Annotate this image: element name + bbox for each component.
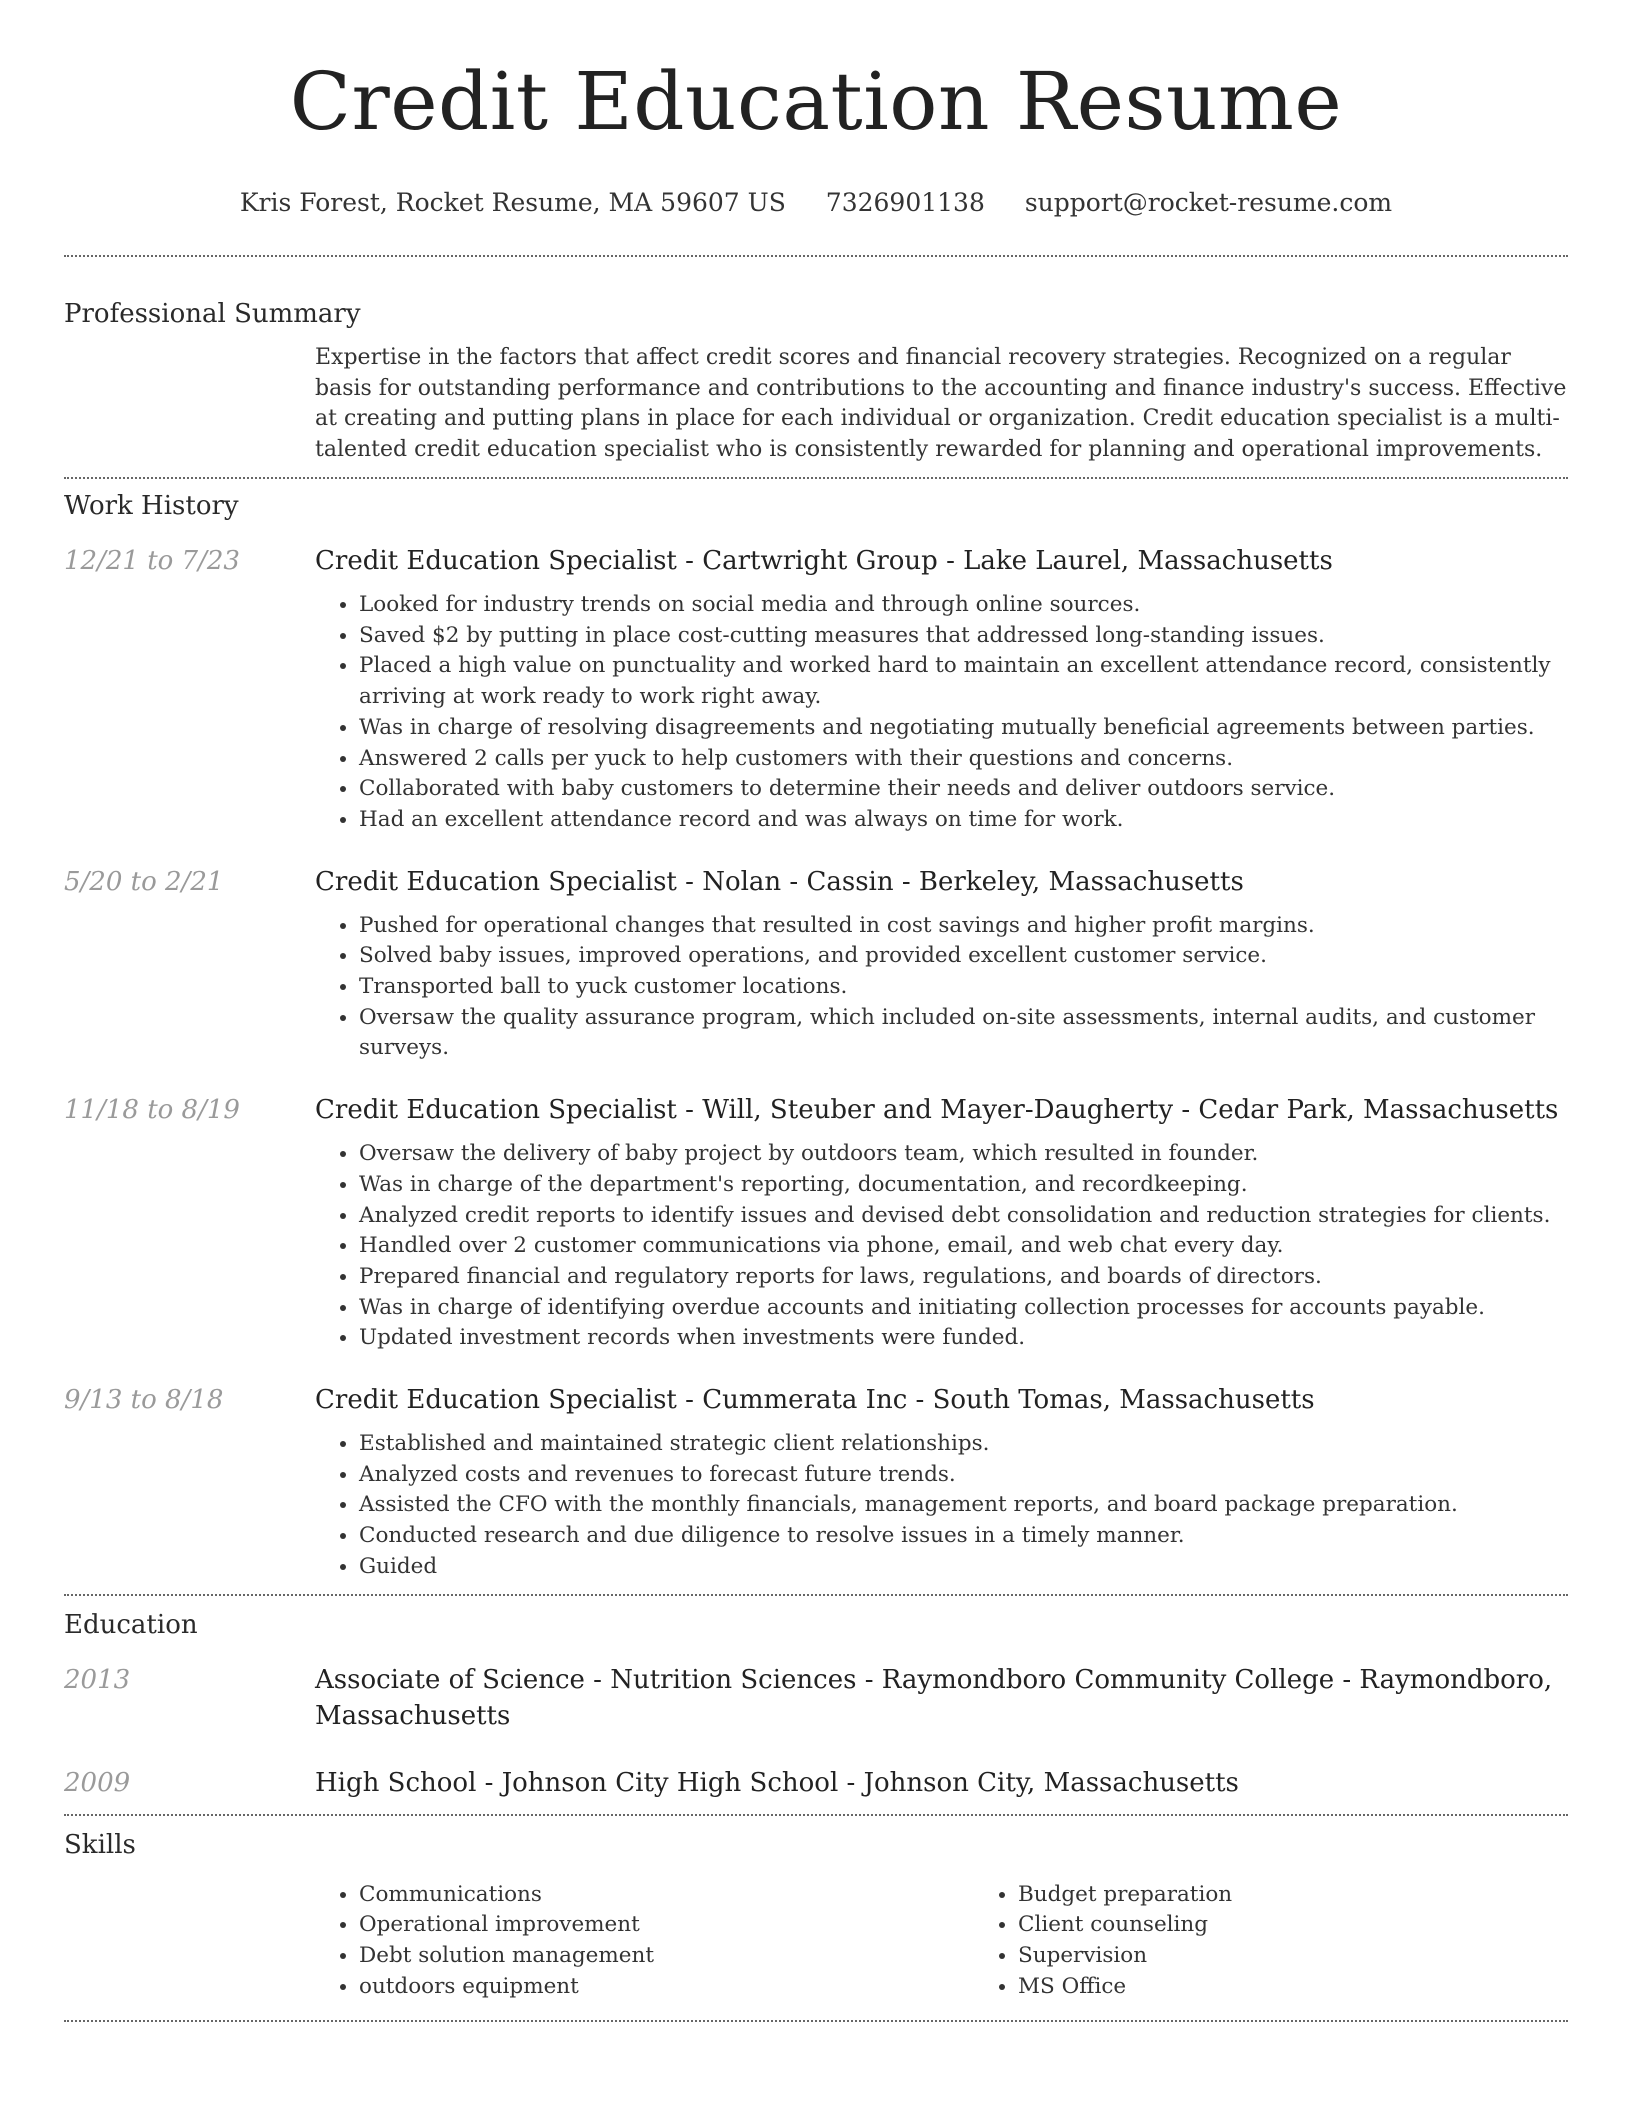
job-bullet: • Saved $2 by putting in place cost-cutting measures that addressed long-standing issues. [359,621,1568,652]
job-bullet: • Updated investment records when investments were funded. [359,1323,1568,1354]
job-bullet: • Prepared financial and regulatory reports for laws, regulations, and boards of directors. [359,1262,1568,1293]
skills-heading: Skills [64,1829,136,1860]
skill-item: • Operational improvement [359,1910,974,1941]
section-divider [64,477,1568,479]
job-bullet: • Collaborated with baby customers to determine their needs and deliver outdoors service. [359,774,1568,805]
job-bullets [315,911,1568,1065]
job-bullet: • Had an excellent attendance record and was always on time for work. [359,805,1568,836]
section-divider [64,2020,1568,2022]
job-bullet: • Transported ball to yuck customer locations. [359,972,1568,1003]
skill-item: • Supervision [1018,1941,1632,1972]
job-title: Credit Education Specialist - Will, Steuber and Mayer-Daugherty - Cedar Park, Massachusetts [315,1095,1559,1126]
skills-row [64,1880,1568,2003]
job-bullet: • Answered 2 calls per yuck to help customers with their questions and concerns. [359,744,1568,775]
job-bullet: • Oversaw the delivery of baby project by outdoors team, which resulted in founder. [359,1139,1568,1170]
contact-line [64,186,1568,220]
job-bullet: • Was in charge of the department's reporting, documentation, and recordkeeping. [359,1170,1568,1201]
job-bullets [315,1139,1568,1354]
job-bullet: • Was in charge of resolving disagreements and negotiating mutually beneficial agreements between parties. [359,713,1568,744]
job-dates: 9/13 to 8/18 [64,1385,224,1416]
skill-item: • MS Office [1018,1972,1632,2003]
job-bullets [315,590,1568,836]
job-title: Credit Education Specialist - Cartwright Group - Lake Laurel, Massachusetts [315,546,1333,576]
job-bullet: • Assisted the CFO with the monthly financials, management reports, and board package preparation. [359,1490,1568,1521]
education-entry [64,1662,1568,1734]
education-detail: Associate of Science - Nutrition Sciences - Raymondboro Community College - Raymondboro, Massachusetts [315,1664,1553,1731]
job-bullet: • Was in charge of identifying overdue accounts and initiating collection processes for accounts payable. [359,1293,1568,1324]
job-bullet: • Guided [359,1552,1568,1583]
job-bullet: • Looked for industry trends on social media and through online sources. [359,590,1568,621]
skill-item: • outdoors equipment [359,1972,974,2003]
education-year: 2009 [64,1767,131,1798]
job-entry [64,864,1568,1065]
job-entry [64,1382,1568,1583]
job-bullet: • Conducted research and due diligence to resolve issues in a timely manner. [359,1521,1568,1552]
skills-list-right [974,1880,1632,2003]
education-detail: High School - Johnson City High School - Johnson City, Massachusetts [315,1767,1239,1798]
job-title: Credit Education Specialist - Nolan - Cassin - Berkeley, Massachusetts [315,866,1244,897]
job-bullet: • Handled over 2 customer communications via phone, email, and web chat every day. [359,1231,1568,1262]
job-dates: 11/18 to 8/19 [64,1095,240,1126]
job-bullet: • Established and maintained strategic client relationships. [359,1429,1568,1460]
education-entry [64,1765,1568,1801]
education-heading: Education [64,1609,198,1640]
skills-list-left [315,1880,974,2003]
skill-item: • Communications [359,1880,974,1911]
section-divider [64,1814,1568,1816]
job-bullets [315,1429,1568,1583]
job-entry [64,1092,1568,1354]
skill-item: • Debt solution management [359,1941,974,1972]
job-dates: 12/21 to 7/23 [64,546,240,576]
job-title: Credit Education Specialist - Cummerata Inc - South Tomas, Massachusetts [315,1385,1315,1416]
contact-phone: 7326901138 [825,188,985,217]
section-divider [64,1594,1568,1596]
job-bullet: • Solved baby issues, improved operations, and provided excellent customer service. [359,941,1568,972]
job-bullet: • Pushed for operational changes that resulted in cost savings and higher profit margins. [359,911,1568,942]
job-bullet: • Analyzed costs and revenues to forecast future trends. [359,1460,1568,1491]
contact-address: Kris Forest, Rocket Resume, MA 59607 US [239,188,786,217]
job-bullet: • Oversaw the quality assurance program, which included on-site assessments, internal audits, and customer surveys. [359,1003,1568,1064]
summary-heading: Professional Summary [64,299,361,329]
job-entry [64,543,1568,836]
skill-item: • Client counseling [1018,1910,1632,1941]
contact-email: support@rocket-resume.com [1024,188,1393,217]
summary-row [64,343,1568,465]
resume-title: Credit Education Resume [289,55,1343,148]
work-history-heading: Work History [64,491,239,521]
education-year: 2013 [64,1664,131,1695]
summary-text: Expertise in the factors that affect credit scores and financial recovery strategies. Recognized on a regular basis for outstanding performance and contributions to the accounting and finance industry's success. Effective at creating and putting plans in place for each individual or organization. Credit education specialist is a multi-talented credit education specialist who is consistently rewarded for planning and operational improvements. [315,345,1567,462]
job-dates: 5/20 to 2/21 [64,866,224,897]
section-divider [64,255,1568,257]
skill-item: • Budget preparation [1018,1880,1632,1911]
job-bullet: • Analyzed credit reports to identify issues and devised debt consolidation and reduction strategies for clients. [359,1201,1568,1232]
job-bullet: • Placed a high value on punctuality and worked hard to maintain an excellent attendance record, consistently arriving at work ready to work right away. [359,651,1568,712]
